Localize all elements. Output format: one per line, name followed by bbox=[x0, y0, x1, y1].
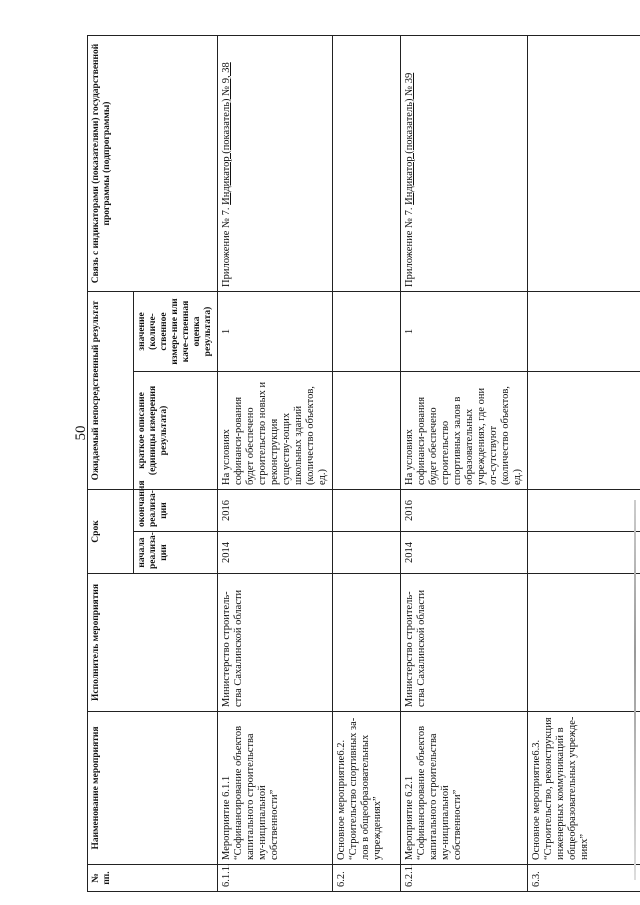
header-term-end: окончания реализа-ции bbox=[134, 490, 218, 532]
row-end bbox=[333, 490, 401, 532]
row-name: Мероприятие 6.1.1 “Софинансирование объектов капитального строительства му-ниципальной собственности” bbox=[218, 712, 333, 865]
row-start: 2014 bbox=[218, 532, 333, 574]
row-desc bbox=[333, 372, 401, 490]
header-expected-desc: краткое описание (единицы измерения результата) bbox=[134, 372, 218, 490]
table-row bbox=[218, 36, 333, 892]
row-name: Мероприятие 6.2.1 “Софинансирование объектов капитального строительства му-ниципальной собственности” bbox=[401, 712, 528, 865]
row-end: 2016 bbox=[401, 490, 528, 532]
header-link: Связь с индикаторами (показателями) государственной программы (подпрограммы) bbox=[88, 36, 218, 292]
row-value: 1 bbox=[401, 292, 528, 372]
row-num: 6.2. bbox=[333, 865, 401, 892]
table-row bbox=[528, 36, 640, 892]
header-term-start: начала реализа-ции bbox=[134, 532, 218, 574]
row-executor: Министерство строитель-ства Сахалинской области bbox=[218, 574, 333, 712]
row-desc: На условиях софинанси-рования будет обеспечено строительство спортивных залов в образовательных учреждениях, где они от-сутствуют (количество объектов, ед.) bbox=[401, 372, 528, 490]
row-desc bbox=[528, 372, 640, 490]
table-row bbox=[333, 36, 401, 892]
row-executor: Министерство строитель-ства Сахалинской области bbox=[401, 574, 528, 712]
row-link-prefix: Приложение № 7. bbox=[404, 204, 415, 287]
activities-table bbox=[87, 35, 640, 892]
row-num: 6.1.1. bbox=[218, 865, 333, 892]
scan-edge-mark bbox=[634, 500, 636, 880]
header-num: № пп. bbox=[88, 865, 218, 892]
row-desc: На условиях софинанси-рования будет обеспечено строительство новых и реконструкция существу-ющих школьных зданий (количество объектов, ед.) bbox=[218, 372, 333, 490]
row-end bbox=[528, 490, 640, 532]
header-row-1 bbox=[88, 36, 134, 892]
row-name: Основное мероприятие6.2. “Строительство спортивных за-лов в общеобразовательных учреждениях” bbox=[333, 712, 401, 865]
rotated-table-container bbox=[87, 36, 617, 892]
row-executor bbox=[333, 574, 401, 712]
row-name: Основное мероприятие6.3. “Строительство, реконструкция инженерных коммуникаций в общеобразовательных учрежде-ниях” bbox=[528, 712, 640, 865]
header-term: Срок bbox=[88, 490, 134, 574]
page-number: 50 bbox=[73, 425, 89, 441]
row-executor bbox=[528, 574, 640, 712]
row-start bbox=[528, 532, 640, 574]
row-link bbox=[401, 36, 528, 292]
row-value bbox=[528, 292, 640, 372]
row-link bbox=[218, 36, 333, 292]
row-value: 1 bbox=[218, 292, 333, 372]
row-link-prefix: Приложение № 7. bbox=[221, 204, 232, 287]
indicator-link[interactable]: Индикатор (показатель) № 9, 38 bbox=[221, 62, 232, 205]
header-executor: Исполнитель мероприятия bbox=[88, 574, 218, 712]
header-expected-value: значение (количе-ственное измере-ние или каче-ственная оценка результата) bbox=[134, 292, 218, 372]
row-end: 2016 bbox=[218, 490, 333, 532]
header-expected: Ожидаемый непосредственный результат bbox=[88, 292, 134, 490]
row-num: 6.2.1. bbox=[401, 865, 528, 892]
row-value bbox=[333, 292, 401, 372]
row-start bbox=[333, 532, 401, 574]
row-link bbox=[528, 36, 640, 292]
indicator-link[interactable]: Индикатор (показатель) № 39 bbox=[404, 72, 415, 205]
row-num: 6.3. bbox=[528, 865, 640, 892]
row-link bbox=[333, 36, 401, 292]
row-start: 2014 bbox=[401, 532, 528, 574]
header-name: Наименование мероприятия bbox=[88, 712, 218, 865]
table-row bbox=[401, 36, 528, 892]
